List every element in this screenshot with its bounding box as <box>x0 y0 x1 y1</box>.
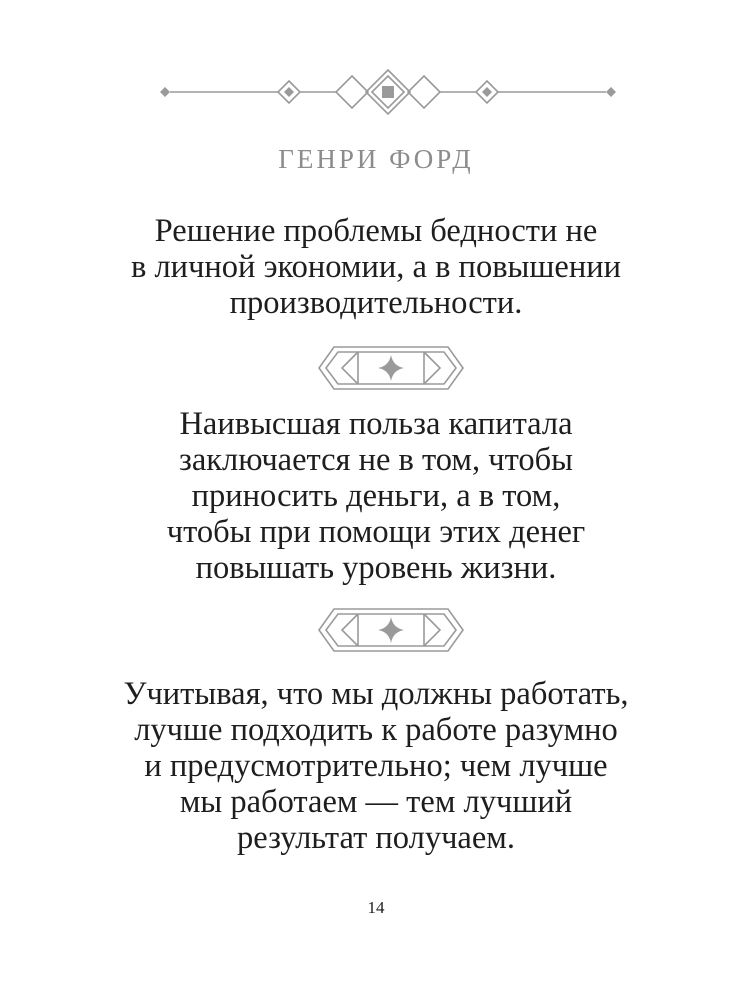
quote-block-1 <box>0 213 752 321</box>
quote-line: Наивысшая польза капитала <box>179 406 573 442</box>
quote-block-2 <box>0 406 752 586</box>
quote-line: лучше подходить к работе разумно <box>134 712 618 748</box>
diamond-star-divider-icon <box>318 346 464 390</box>
quote-line: мы работаем — тем лучший <box>179 784 573 820</box>
quote-line: Решение проблемы бедности не <box>154 213 598 249</box>
diamond-star-divider-icon <box>318 608 464 652</box>
page-number: 14 <box>367 898 385 917</box>
quote-line: приносить деньги, а в том, <box>191 478 561 514</box>
quote-line: заключается не в том, чтобы <box>179 442 573 478</box>
quote-line: и предусмотрительно; чем лучше <box>144 748 608 784</box>
quote-line: Учитывая, что мы должны работать, <box>123 676 629 712</box>
quote-line: производительности. <box>229 285 523 321</box>
quote-line: результат получаем. <box>237 820 515 856</box>
quote-line: в личной экономии, а в повышении <box>130 249 622 285</box>
quote-block-3 <box>0 676 752 856</box>
quote-line: чтобы при помощи этих денег <box>166 514 586 550</box>
diamond-chain-ornament-icon <box>160 68 616 116</box>
quote-line: повышать уровень жизни. <box>195 550 557 586</box>
author-name: ГЕНРИ ФОРД <box>278 144 474 174</box>
